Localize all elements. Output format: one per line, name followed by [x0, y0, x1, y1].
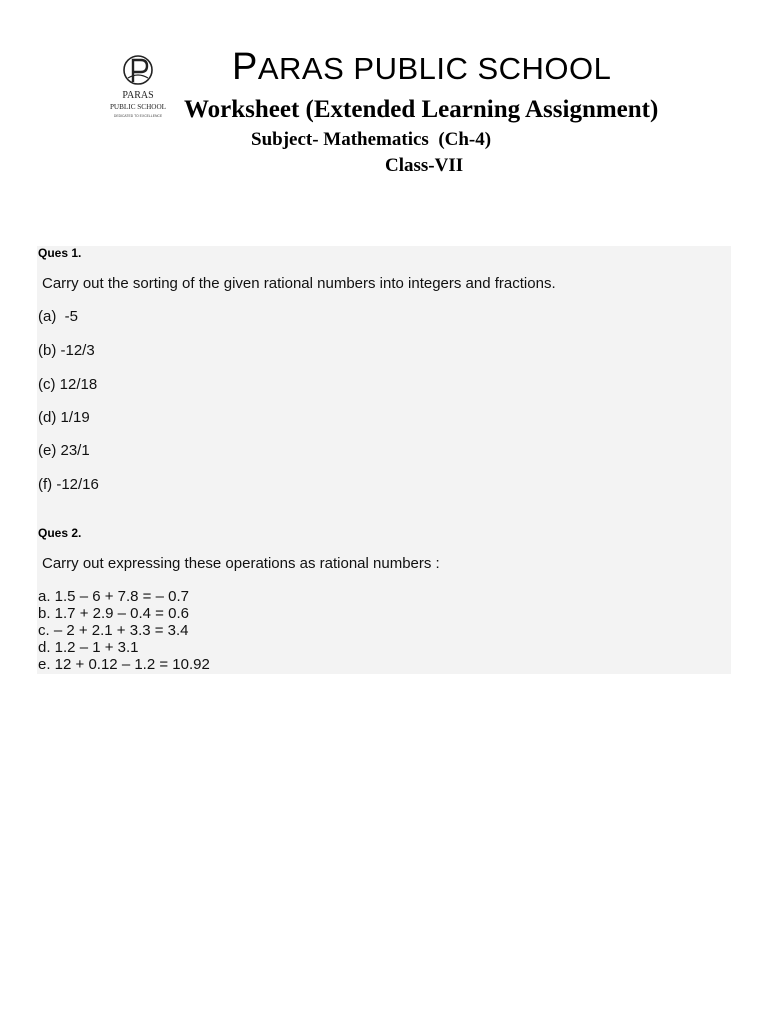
question-1-option: (b) -12/3	[38, 342, 95, 359]
svg-text:PUBLIC SCHOOL: PUBLIC SCHOOL	[109, 103, 167, 111]
question-2-text: Carry out expressing these operations as rational numbers :	[42, 555, 440, 572]
subject-line: Subject- Mathematics (Ch-4)	[251, 129, 492, 150]
question-2-equation: b. 1.7 + 2.9 – 0.4 = 0.6	[38, 605, 189, 622]
worksheet-title: Worksheet (Extended Learning Assignment)	[184, 96, 659, 123]
question-2-equation: c. – 2 + 2.1 + 3.3 = 3.4	[38, 622, 189, 639]
question-1-option: (f) -12/16	[38, 476, 99, 493]
question-2-label: Ques 2.	[38, 526, 82, 540]
question-1-option: (d) 1/19	[38, 409, 90, 426]
school-name-initial: P	[232, 46, 258, 88]
question-1-option: (e) 23/1	[38, 442, 90, 459]
school-logo	[106, 52, 170, 124]
question-1-option: (a) -5	[38, 308, 79, 325]
question-2-equation: e. 12 + 0.12 – 1.2 = 10.92	[38, 656, 210, 673]
question-1-text: Carry out the sorting of the given rational numbers into integers and fractions.	[42, 275, 556, 292]
svg-text:DEDICATED TO EXCELLENCE: DEDICATED TO EXCELLENCE	[113, 114, 163, 118]
school-name	[232, 46, 611, 89]
question-2-equation: a. 1.5 – 6 + 7.8 = – 0.7	[38, 588, 189, 605]
class-line: Class-VII	[385, 155, 464, 176]
school-name-rest: ARAS PUBLIC SCHOOL	[257, 51, 612, 86]
question-2-equation: d. 1.2 – 1 + 3.1	[38, 639, 139, 656]
question-1-option: (c) 12/18	[38, 376, 98, 393]
svg-text:PARAS: PARAS	[122, 90, 154, 101]
question-1-label: Ques 1.	[38, 246, 82, 260]
